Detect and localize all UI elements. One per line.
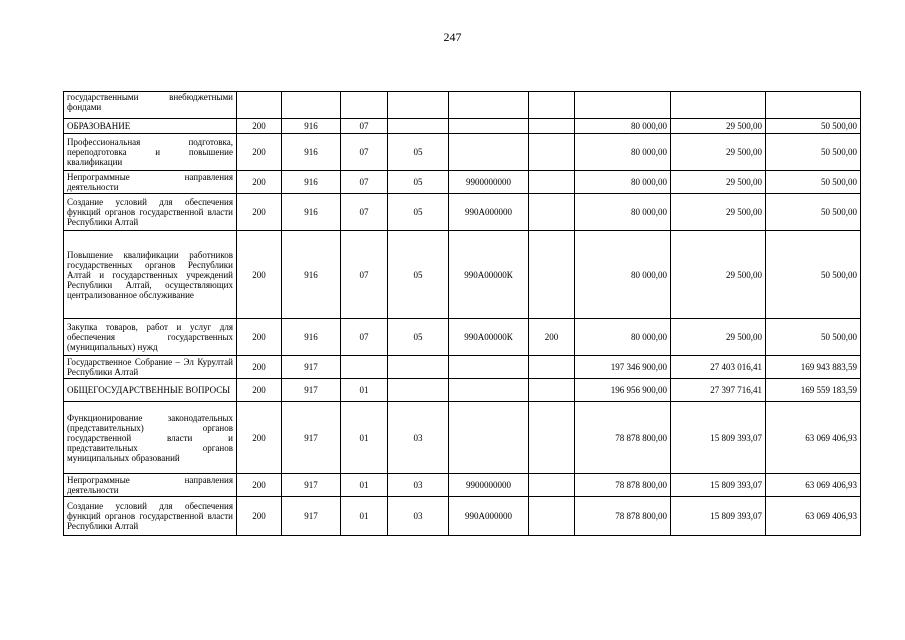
row-name: Функционирование законодательных (представительных) органов государственной власти и представительных органов муниципальных образований [64, 402, 237, 474]
cell-sum-federal: 27 397 716,41 [671, 379, 766, 402]
cell-csr [449, 92, 529, 119]
cell-pr: 05 [388, 231, 449, 319]
cell-ved: 916 [282, 231, 341, 319]
table-row [64, 497, 861, 536]
cell-vr [529, 379, 575, 402]
table-row [64, 474, 861, 497]
cell-grbs: 200 [237, 379, 282, 402]
table-row [64, 92, 861, 119]
cell-rz: 07 [341, 231, 388, 319]
cell-vr: 200 [529, 319, 575, 356]
cell-pr [388, 119, 449, 134]
cell-grbs: 200 [237, 134, 282, 171]
cell-vr [529, 474, 575, 497]
cell-ved [282, 92, 341, 119]
cell-ved: 916 [282, 119, 341, 134]
row-name: Непрограммные направления деятельности [64, 474, 237, 497]
cell-vr [529, 134, 575, 171]
cell-sum-total: 196 956 900,00 [575, 379, 671, 402]
cell-csr [449, 356, 529, 379]
cell-csr [449, 402, 529, 474]
cell-vr [529, 356, 575, 379]
cell-sum-republic: 169 943 883,59 [766, 356, 861, 379]
cell-pr: 03 [388, 497, 449, 536]
cell-rz: 01 [341, 497, 388, 536]
cell-pr [388, 92, 449, 119]
cell-pr: 03 [388, 474, 449, 497]
cell-ved: 917 [282, 474, 341, 497]
cell-sum-federal [671, 92, 766, 119]
table-row [64, 231, 861, 319]
table-row [64, 379, 861, 402]
cell-rz: 07 [341, 119, 388, 134]
cell-vr [529, 119, 575, 134]
cell-rz [341, 92, 388, 119]
cell-csr: 990А00000К [449, 231, 529, 319]
cell-rz: 07 [341, 134, 388, 171]
table-row [64, 194, 861, 231]
cell-sum-republic: 63 069 406,93 [766, 402, 861, 474]
cell-vr [529, 497, 575, 536]
cell-grbs: 200 [237, 171, 282, 194]
cell-csr [449, 119, 529, 134]
cell-grbs: 200 [237, 194, 282, 231]
row-name: Профессиональная подготовка, переподготовка и повышение квалификации [64, 134, 237, 171]
cell-sum-federal: 29 500,00 [671, 171, 766, 194]
cell-pr: 05 [388, 171, 449, 194]
cell-ved: 916 [282, 319, 341, 356]
row-name: Непрограммные направления деятельности [64, 171, 237, 194]
cell-csr: 990А000000 [449, 497, 529, 536]
row-name: ОБЩЕГОСУДАРСТВЕННЫЕ ВОПРОСЫ [64, 379, 237, 402]
page-number: 247 [443, 30, 462, 44]
cell-csr [449, 379, 529, 402]
cell-sum-republic: 50 500,00 [766, 171, 861, 194]
cell-sum-federal: 29 500,00 [671, 231, 766, 319]
cell-vr [529, 231, 575, 319]
row-name: Закупка товаров, работ и услуг для обеспечения государственных (муниципальных) нужд [64, 319, 237, 356]
cell-rz: 07 [341, 194, 388, 231]
cell-vr [529, 194, 575, 231]
row-name: государственными внебюджетными фондами [64, 92, 237, 119]
cell-sum-republic: 50 500,00 [766, 319, 861, 356]
cell-vr [529, 171, 575, 194]
cell-ved: 916 [282, 134, 341, 171]
table-row [64, 119, 861, 134]
cell-pr [388, 379, 449, 402]
cell-sum-total: 197 346 900,00 [575, 356, 671, 379]
cell-sum-total: 80 000,00 [575, 119, 671, 134]
cell-grbs: 200 [237, 497, 282, 536]
cell-sum-total: 80 000,00 [575, 194, 671, 231]
cell-sum-federal: 15 809 393,07 [671, 497, 766, 536]
cell-rz [341, 356, 388, 379]
cell-sum-total: 78 878 800,00 [575, 474, 671, 497]
cell-csr [449, 134, 529, 171]
cell-sum-total [575, 92, 671, 119]
cell-grbs: 200 [237, 474, 282, 497]
cell-sum-republic [766, 92, 861, 119]
cell-sum-federal: 29 500,00 [671, 194, 766, 231]
cell-sum-total: 80 000,00 [575, 231, 671, 319]
cell-sum-federal: 29 500,00 [671, 134, 766, 171]
cell-csr: 9900000000 [449, 474, 529, 497]
cell-sum-republic: 63 069 406,93 [766, 474, 861, 497]
cell-pr: 05 [388, 134, 449, 171]
cell-grbs: 200 [237, 402, 282, 474]
cell-grbs [237, 92, 282, 119]
cell-rz: 01 [341, 474, 388, 497]
table-row [64, 402, 861, 474]
cell-grbs: 200 [237, 119, 282, 134]
cell-grbs: 200 [237, 231, 282, 319]
cell-csr: 990А00000К [449, 319, 529, 356]
table-row [64, 319, 861, 356]
cell-ved: 917 [282, 379, 341, 402]
cell-sum-republic: 63 069 406,93 [766, 497, 861, 536]
cell-sum-total: 78 878 800,00 [575, 402, 671, 474]
cell-ved: 917 [282, 497, 341, 536]
cell-ved: 917 [282, 356, 341, 379]
cell-ved: 916 [282, 171, 341, 194]
cell-sum-republic: 50 500,00 [766, 134, 861, 171]
table-row [64, 356, 861, 379]
cell-pr: 05 [388, 194, 449, 231]
cell-rz: 07 [341, 319, 388, 356]
cell-sum-republic: 50 500,00 [766, 119, 861, 134]
budget-table [63, 91, 861, 536]
cell-sum-federal: 29 500,00 [671, 119, 766, 134]
row-name: Повышение квалификации работников государственных органов Республики Алтай и государственных учреждений Республики Алтай, осуществляющих централизованное обслуживание [64, 231, 237, 319]
table-row [64, 134, 861, 171]
cell-sum-total: 78 878 800,00 [575, 497, 671, 536]
cell-pr: 03 [388, 402, 449, 474]
cell-pr [388, 356, 449, 379]
cell-ved: 916 [282, 194, 341, 231]
cell-sum-republic: 50 500,00 [766, 231, 861, 319]
cell-vr [529, 92, 575, 119]
cell-sum-federal: 15 809 393,07 [671, 402, 766, 474]
cell-sum-federal: 27 403 016,41 [671, 356, 766, 379]
cell-rz: 01 [341, 402, 388, 474]
cell-sum-republic: 50 500,00 [766, 194, 861, 231]
cell-csr: 9900000000 [449, 171, 529, 194]
cell-ved: 917 [282, 402, 341, 474]
table-row [64, 171, 861, 194]
row-name: ОБРАЗОВАНИЕ [64, 119, 237, 134]
cell-csr: 990А000000 [449, 194, 529, 231]
cell-sum-total: 80 000,00 [575, 134, 671, 171]
cell-grbs: 200 [237, 319, 282, 356]
row-name: Государственное Собрание – Эл Курултай Республики Алтай [64, 356, 237, 379]
cell-vr [529, 402, 575, 474]
cell-sum-federal: 15 809 393,07 [671, 474, 766, 497]
cell-sum-total: 80 000,00 [575, 171, 671, 194]
cell-sum-republic: 169 559 183,59 [766, 379, 861, 402]
cell-rz: 07 [341, 171, 388, 194]
cell-sum-total: 80 000,00 [575, 319, 671, 356]
row-name: Создание условий для обеспечения функций органов государственной власти Республики Алтай [64, 194, 237, 231]
cell-rz: 01 [341, 379, 388, 402]
cell-grbs: 200 [237, 356, 282, 379]
cell-sum-federal: 29 500,00 [671, 319, 766, 356]
cell-pr: 05 [388, 319, 449, 356]
row-name: Создание условий для обеспечения функций органов государственной власти Республики Алтай [64, 497, 237, 536]
